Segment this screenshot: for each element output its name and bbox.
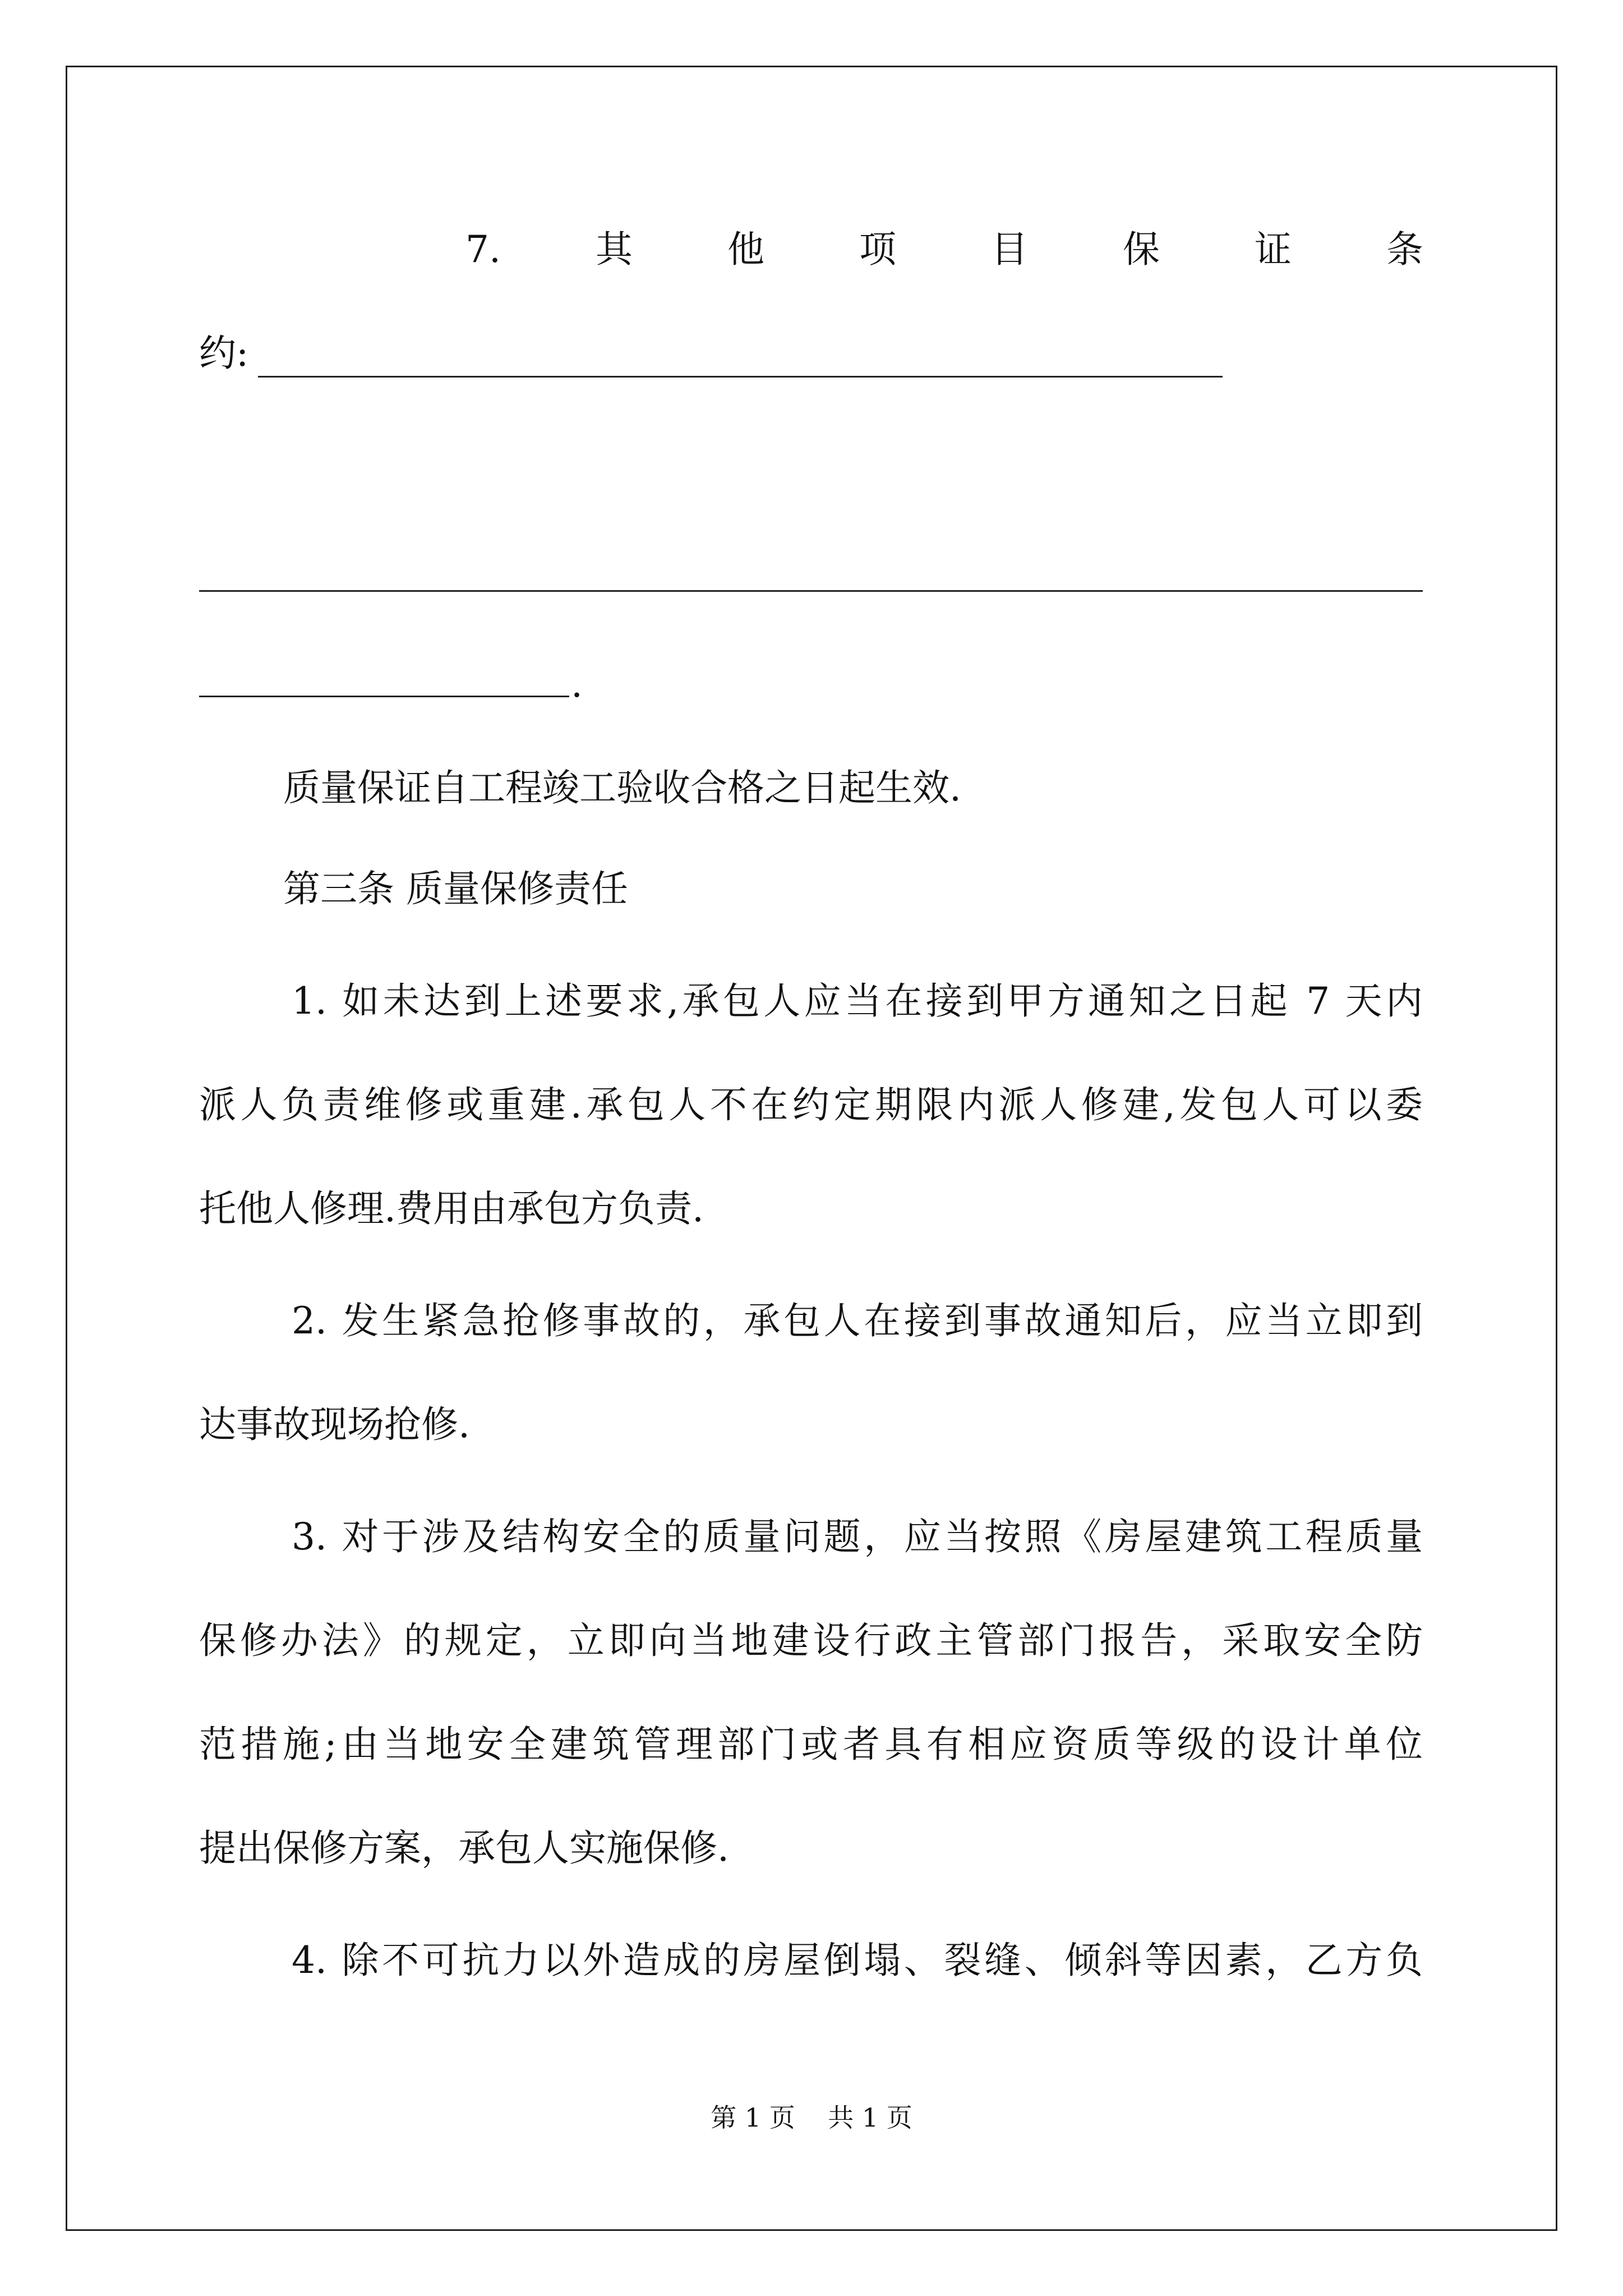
para3-line: 保修办法》的规定，立即向当地建设行政主管部门报告，采取安全防 [199,1619,1423,1662]
item7-continuation-label: 约: [199,332,249,375]
fill-in-blank-line[interactable] [258,376,1223,378]
item7-word: 保 [1122,228,1160,271]
para2-line: 2. 发生紧急抢修事故的，承包人在接到事故通知后，应当立即到 [292,1299,1423,1342]
item7-end-mark [571,659,605,710]
item7-continuation-line [199,328,1423,379]
fill-in-blank-line[interactable] [199,696,569,697]
item7-period: . [571,662,583,706]
item7-word: 条 [1386,228,1423,271]
para4-line: 4. 除不可抗力以外造成的房屋倒塌、裂缝、倾斜等因素，乙方负 [292,1939,1423,1982]
para3-line: 提出保修方案，承包人实施保修. [199,1826,729,1870]
para3-line: 范措施;由当地安全建筑管理部门或者具有相应资质等级的设计单位 [199,1723,1423,1766]
effective-note: 质量保证自工程竣工验收合格之日起生效. [283,766,961,809]
item7-number: 7. [465,228,501,271]
item7-word: 其 [595,228,633,271]
para1-line: 1. 如未达到上述要求,承包人应当在接到甲方通知之日起 7 天内 [292,979,1423,1023]
fill-in-blank-line[interactable] [199,590,1423,592]
item7-word: 证 [1254,228,1292,271]
section-title: 第三条 质量保修责任 [283,867,628,910]
page-frame [66,66,1557,2231]
para1-line: 托他人修理.费用由承包方负责. [199,1187,704,1230]
para3-line: 3. 对于涉及结构安全的质量问题，应当按照《房屋建筑工程质量 [292,1515,1423,1558]
page-footer: 第 1 页 共 1 页 [711,2102,912,2133]
para1-line: 派人负责维修或重建.承包人不在约定期限内派人修建,发包人可以委 [199,1083,1423,1126]
item7-word: 项 [859,228,896,271]
item7-word: 他 [727,228,764,271]
item7-heading-line [465,224,1423,275]
para2-line: 达事故现场抢修. [199,1403,470,1446]
item7-word: 目 [990,228,1028,271]
